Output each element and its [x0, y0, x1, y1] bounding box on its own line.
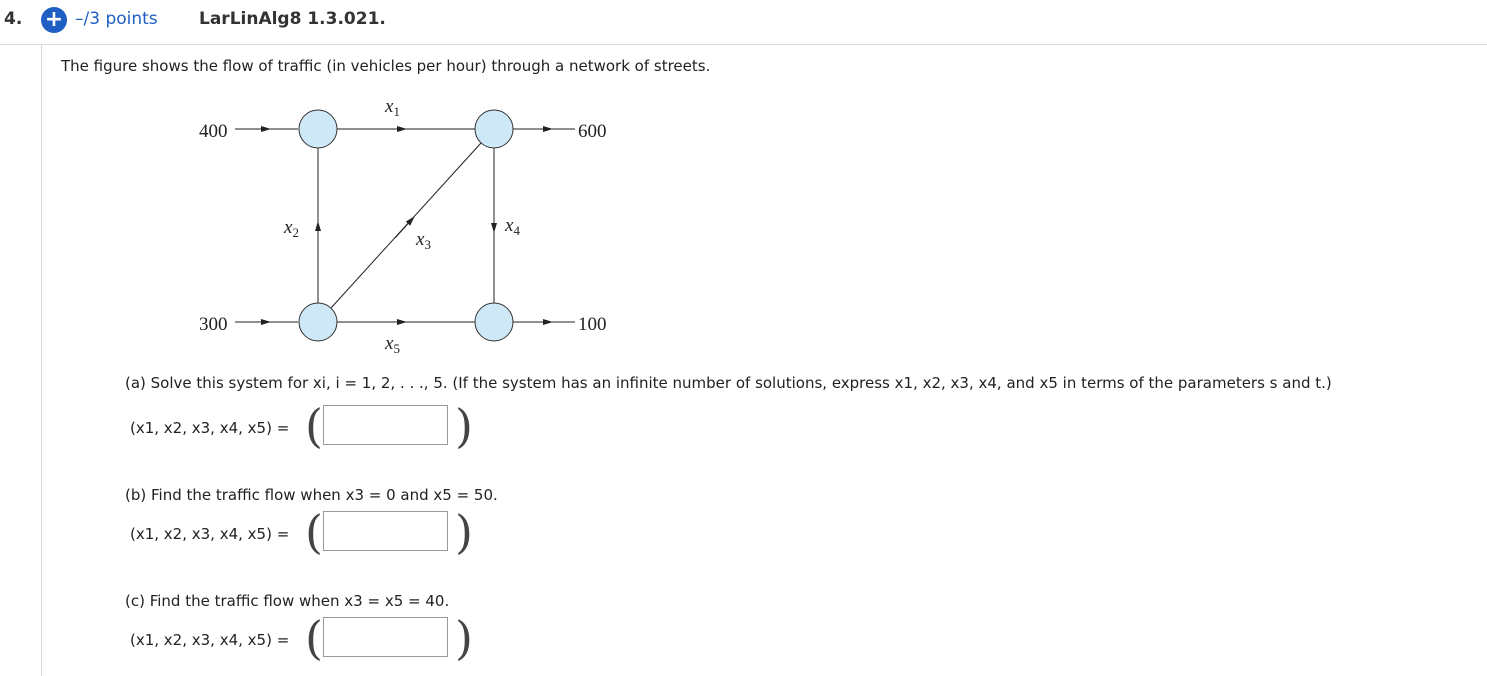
part-b-answer-label: (x1, x2, x3, x4, x5) = [130, 525, 290, 543]
expand-plus-icon[interactable]: + [41, 7, 67, 33]
question-prompt: The figure shows the flow of traffic (in vehicles per hour) through a network of streets. [61, 57, 711, 75]
part-c-answer-label: (x1, x2, x3, x4, x5) = [130, 631, 290, 649]
flow-100-label: 100 [578, 314, 607, 335]
question-number: 4. [4, 9, 23, 29]
label-x5: $x_5$ [385, 333, 400, 356]
open-paren: ( [305, 399, 323, 453]
label-x3: $x_3$ [416, 229, 431, 252]
open-paren: ( [305, 505, 323, 559]
node-bottom-left [299, 303, 337, 341]
part-a-text: (a) Solve this system for xi, i = 1, 2, . . ., 5. (If the system has an infinite number of solutions, express x1, x2, x3, x4, and x5 in terms of the parameters s and t.) [125, 374, 1332, 392]
close-paren: ) [455, 505, 473, 559]
node-bottom-right [475, 303, 513, 341]
label-x4: $x_4$ [505, 215, 520, 238]
part-a-answer-label: (x1, x2, x3, x4, x5) = [130, 419, 290, 437]
label-x1: $x_1$ [385, 96, 400, 119]
open-paren: ( [305, 611, 323, 665]
part-b-answer-input[interactable] [323, 511, 448, 551]
close-paren: ) [455, 611, 473, 665]
part-b-question: (b) Find the traffic flow when x3 = 0 and x5 = 50. [125, 486, 498, 504]
close-paren: ) [455, 399, 473, 453]
label-x2: $x_2$ [284, 217, 299, 240]
part-a-question [125, 374, 1332, 392]
question-title: LarLinAlg8 1.3.021. [199, 9, 386, 29]
flow-400-label: 400 [199, 121, 228, 142]
part-c-question: (c) Find the traffic flow when x3 = x5 = 40. [125, 592, 450, 610]
flow-300-label: 300 [199, 314, 228, 335]
flow-600-label: 600 [578, 121, 607, 142]
part-a-answer-input[interactable] [323, 405, 448, 445]
points-label: –/3 points [75, 9, 158, 29]
traffic-network-figure [0, 0, 700, 370]
part-c-answer-input[interactable] [323, 617, 448, 657]
node-top-left [299, 110, 337, 148]
node-top-right [475, 110, 513, 148]
